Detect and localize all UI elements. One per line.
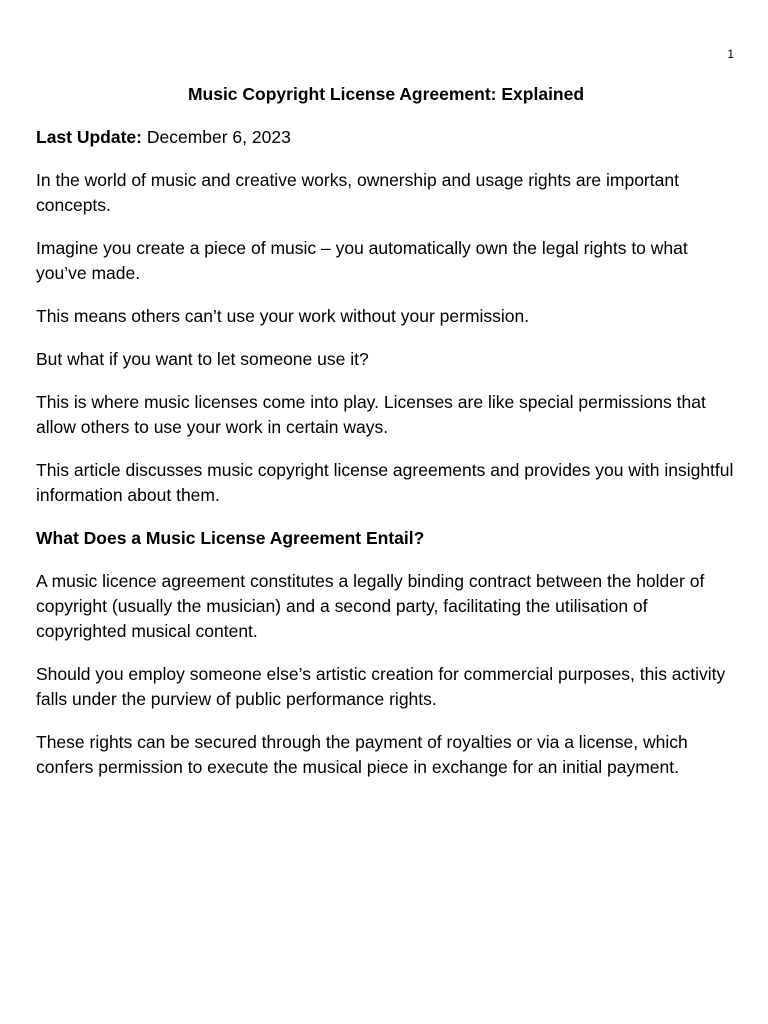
paragraph: But what if you want to let someone use it? <box>36 349 369 369</box>
paragraph: This is where music licenses come into play. Licenses are like special permissions that allow others to use your work in certain ways. <box>36 392 706 437</box>
paragraph: This means others can’t use your work without your permission. <box>36 306 530 326</box>
paragraph: These rights can be secured through the payment of royalties or via a license, which confers permission to execute the musical piece in exchange for an initial payment. <box>36 732 688 777</box>
paragraph: Should you employ someone else’s artistic creation for commercial purposes, this activity falls under the purview of public performance rights. <box>36 664 726 709</box>
paragraph: In the world of music and creative works, ownership and usage rights are important concepts. <box>36 170 679 215</box>
last-update-value: December 6, 2023 <box>141 127 291 147</box>
page-number: 1 <box>727 47 734 61</box>
section-heading: What Does a Music License Agreement Entail? <box>36 528 425 548</box>
last-update-label: Last Update: <box>36 127 142 147</box>
paragraph: Imagine you create a piece of music – you automatically own the legal rights to what you’ve made. <box>36 238 688 283</box>
document-body <box>36 82 736 798</box>
paragraph: A music licence agreement constitutes a legally binding contract between the holder of copyright (usually the musician) and a second party, facilitating the utilisation of copyrighted musical content. <box>36 571 705 641</box>
document-title: Music Copyright License Agreement: Explained <box>187 84 585 104</box>
paragraph: This article discusses music copyright license agreements and provides you with insightful information about them. <box>36 460 734 505</box>
last-update-line <box>36 125 736 150</box>
